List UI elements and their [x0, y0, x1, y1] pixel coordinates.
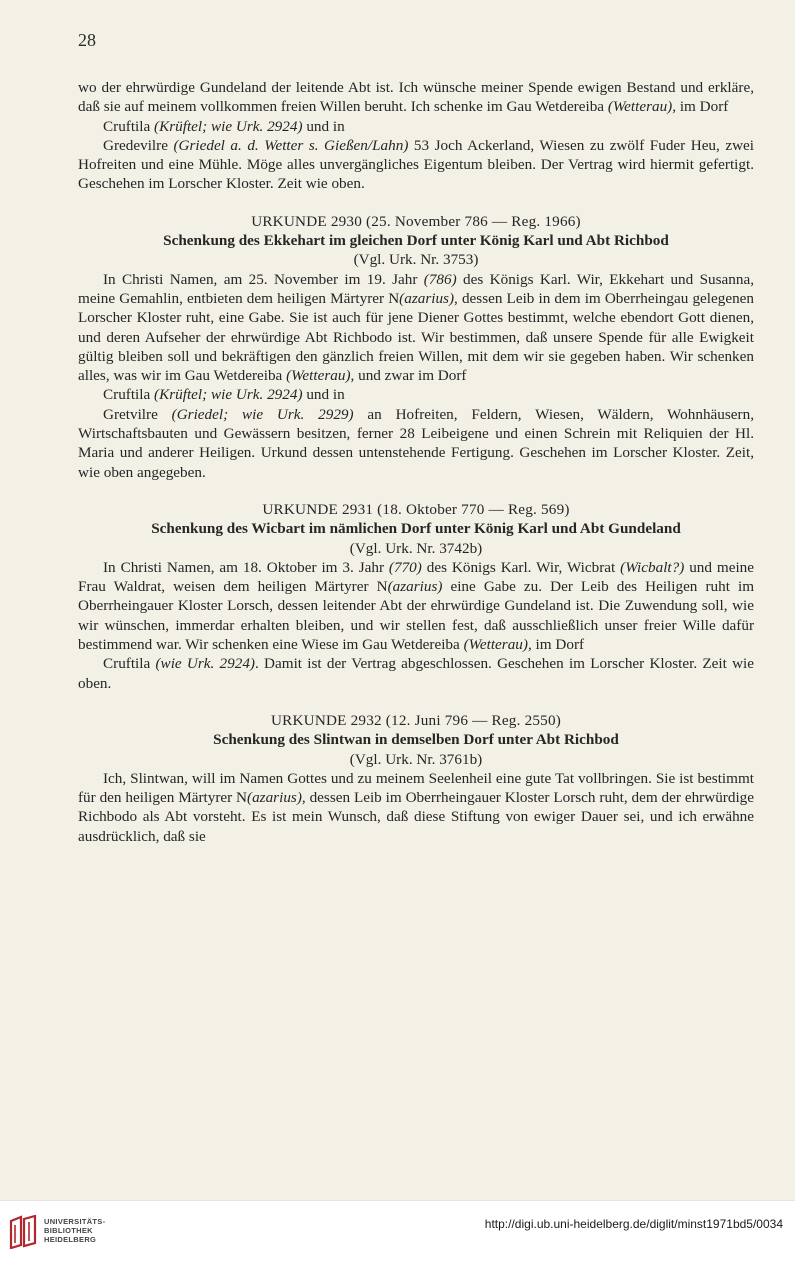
paragraph	[78, 405, 754, 482]
text-run: 53 Joch Ackerland, Wiesen zu zwölf Fuder Heu, zwei Hofreiten und eine Mühle. Möge alles unvergängliches Eigentum bleiben. Der Vertrag wird hiermit gefertigt. Geschehen im Lorscher Kloster. Zeit wie oben.	[78, 136, 755, 193]
text-run: (Vgl. Urk. Nr. 3742b)	[349, 539, 483, 557]
italic-annotation: (Griedel a. d. Wetter s. Gießen/Lahn)	[173, 136, 409, 154]
document-subheading	[78, 231, 754, 250]
document-heading	[78, 500, 754, 519]
text-run: an Hofreiten, Feldern, Wiesen, Wäldern, Wohnhäusern, Wirtschaftsbauten und Gewässern besitzen, ferner 28 Leibeigene und einen Schrein mit Reliquien der Hl. Maria und anderer Heiligen. Urkund dessen untenstehende Fertigung. Geschehen im Lorscher Kloster. Zeit, wie oben angegeben.	[78, 405, 754, 481]
text-run: und meine Frau Waldrat, weisen dem heiligen Märtyrer N	[78, 558, 755, 596]
text-run: Gredevilre	[103, 136, 174, 154]
text-run: In Christi Namen, am 25. November im 19. Jahr	[103, 270, 424, 288]
italic-annotation: (Wetterau)	[463, 636, 528, 654]
library-name-line: UNIVERSITÄTS-	[44, 1217, 106, 1226]
library-name-line: BIBLIOTHEK	[44, 1226, 93, 1235]
italic-annotation: (azarius)	[387, 578, 443, 596]
paragraph	[78, 769, 754, 846]
paragraph	[78, 270, 754, 386]
text-run: Cruftila	[103, 386, 155, 404]
italic-annotation: (wie Urk. 2924)	[155, 655, 255, 673]
text-run: URKUNDE 2931 (18. Oktober 770 — Reg. 569)	[262, 500, 570, 518]
paragraph	[78, 117, 754, 136]
text-run: , im Dorf	[527, 636, 585, 654]
text-run: eine Gabe zu. Der Leib des Heiligen ruht im Oberrheingauer Kloster Lorsch, dessen leitender Abt der ehrwürdige Gundeland ist. Die Zuwendung soll, wie wir wünschen, immerdar erhalten bleiben, und wir stellen fest, daß ausschließlich unser freier Wille dafür bestimmend war. Wir schenken eine Wiese im Gau Wetdereiba	[78, 578, 755, 654]
document-body	[78, 78, 754, 846]
paragraph	[78, 385, 754, 404]
text-run: , und zwar im Dorf	[350, 367, 467, 385]
italic-annotation: (770)	[388, 558, 422, 576]
text-run: (Vgl. Urk. Nr. 3761b)	[349, 750, 483, 768]
text-run: des Königs Karl. Wir, Ekkehart und Susanna, meine Gemahlin, entbieten dem heiligen Märtyrer N	[78, 270, 754, 307]
text-run: , im Dorf	[672, 98, 729, 116]
document-subheading	[78, 730, 754, 749]
document-heading	[78, 711, 754, 730]
text-run: Gretvilre	[103, 405, 172, 423]
cross-reference	[78, 539, 754, 558]
text-run: Schenkung des Wicbart im nämlichen Dorf unter König Karl und Abt Gundeland	[151, 520, 681, 538]
text-run: und in	[302, 386, 345, 404]
italic-annotation: (Wetterau)	[286, 367, 351, 385]
text-run: (Vgl. Urk. Nr. 3753)	[353, 251, 479, 269]
paragraph	[78, 558, 754, 654]
text-run: Cruftila	[103, 655, 156, 673]
text-run: des Königs Karl. Wir, Wicbrat	[421, 558, 621, 576]
text-run: , dessen Leib in dem im Oberrheingau gelegenen Lorscher Kloster ruht, eine Gabe. Sie ist auch für jene Diener Gottes bestimmt, welche ebendort Gott dienen, und deren Aufseher der ehrwürdige Abt Richbodo ist. Wir bestimmen, daß unsere Spende für alle Ewigkeit gültig bleiben soll und bekräftigen den gänzlich freien Willen, mit dem wir sie gegeben haben. Wir schenken alles, was wir im Gau Wetdereiba	[78, 289, 755, 385]
text-run: Schenkung des Slintwan in demselben Dorf unter Abt Richbod	[213, 731, 619, 749]
text-run: Cruftila	[103, 117, 155, 135]
text-run: Schenkung des Ekkehart im gleichen Dorf unter König Karl und Abt Richbod	[163, 232, 669, 250]
text-run: und in	[302, 117, 345, 135]
page-number: 28	[78, 30, 96, 50]
cross-reference	[78, 750, 754, 769]
text-run: , dessen Leib im Oberrheingauer Kloster Lorsch ruht, dem der ehrwürdige Richbodo als Abt vorsteht. Es ist mein Wunsch, daß diese Stiftung von ewiger Dauer sei, und ich erwähne ausdrücklich, daß sie	[78, 789, 754, 845]
italic-annotation: (786)	[423, 270, 457, 288]
italic-annotation: (azarius)	[399, 289, 455, 307]
text-run: In Christi Namen, am 18. Oktober im 3. Jahr	[103, 558, 389, 576]
italic-annotation: (azarius)	[247, 789, 302, 807]
cross-reference	[78, 250, 754, 269]
italic-annotation: (Krüftel; wie Urk. 2924)	[154, 386, 303, 404]
library-name-line: HEIDELBERG	[44, 1235, 97, 1244]
italic-annotation: (Wetterau)	[607, 98, 673, 116]
italic-annotation: (Krüftel; wie Urk. 2924)	[154, 117, 303, 135]
text-run: URKUNDE 2930 (25. November 786 — Reg. 1966)	[251, 212, 581, 230]
viewer-footer	[0, 1200, 795, 1263]
document-heading	[78, 212, 754, 231]
library-name	[44, 1217, 105, 1244]
text-run: Ich, Slintwan, will im Namen Gottes und zu meinem Seelenheil eine gute Tat vollbringen. Sie ist bestimmt für den heiligen Märtyrer N	[78, 769, 754, 807]
paragraph	[78, 136, 754, 194]
text-run: . Damit ist der Vertrag abgeschlossen. Geschehen im Lorscher Kloster. Zeit wie oben.	[78, 655, 755, 692]
text-run: URKUNDE 2932 (12. Juni 796 — Reg. 2550)	[270, 711, 562, 729]
text-run: wo der ehrwürdige Gundeland der leitende Abt ist. Ich wünsche meiner Spende ewigen Bestand und erkläre, daß sie auf meinem vollkommen freien Willen beruht. Ich schenke im Gau Wetdereiba	[78, 79, 754, 116]
source-url-link[interactable]: http://digi.ub.uni-heidelberg.de/diglit/minst1971bd5/0034	[484, 1217, 783, 1231]
italic-annotation: (Griedel; wie Urk. 2929)	[171, 405, 354, 423]
university-library-logo-icon	[8, 1215, 38, 1249]
paragraph	[78, 654, 754, 693]
italic-annotation: (Wicbalt?)	[620, 558, 685, 576]
paragraph	[78, 78, 754, 117]
document-subheading	[78, 519, 754, 538]
